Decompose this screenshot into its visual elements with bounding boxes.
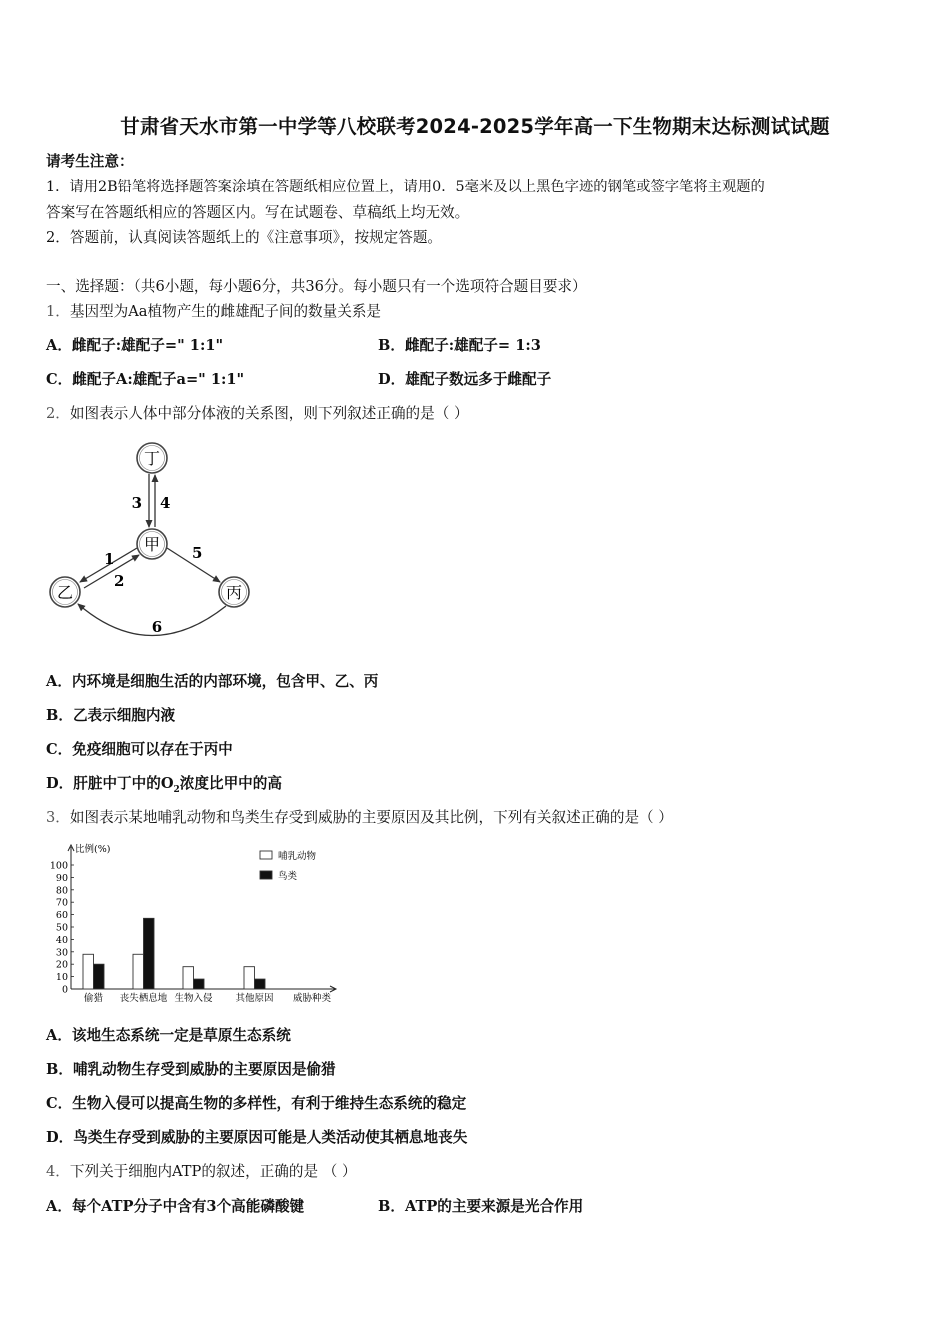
- label-4: 4: [160, 494, 171, 512]
- notice-heading: 请考生注意：: [46, 153, 134, 170]
- section-heading: 一、选择题：（共6小题，每小题6分，共36分。每小题只有一个选项符合题目要求）: [46, 278, 587, 295]
- bar-bird: [94, 964, 105, 989]
- notice-line-2: 2．答题前，认真阅读答题纸上的《注意事项》，按规定答题。: [46, 229, 443, 246]
- q3-option-d: D．鸟类生存受到威胁的主要原因可能是人类活动使其栖息地丧失: [46, 1129, 468, 1146]
- q3-stem: [46, 808, 673, 828]
- y-tick-label: 50: [55, 922, 68, 934]
- q1-option-a: A．雌配子:雄配子=" 1:1": [46, 337, 224, 354]
- bar-bird: [255, 979, 266, 989]
- node-yi: [50, 577, 80, 607]
- q4-number: 4．: [46, 1163, 70, 1180]
- y-tick-label: 70: [55, 897, 68, 909]
- x-tick-label: 生物入侵: [174, 993, 213, 1004]
- q3-stem-text: 如图表示某地哺乳动物和鸟类生存受到威胁的主要原因及其比例，下列有关叙述正确的是（ ）: [69, 809, 673, 826]
- q2-stem-text: 如图表示人体中部分体液的关系图，则下列叙述正确的是（ ）: [69, 405, 469, 422]
- notice-line-1a: 1．请用2B铅笔将选择题答案涂填在答题纸相应位置上，请用0．5毫米及以上黑色字迹的钢笔或签字笔将主观题的: [46, 179, 765, 195]
- q3-option-b: B．哺乳动物生存受到威胁的主要原因是偷猎: [46, 1061, 336, 1078]
- x-axis-label: 威胁种类: [292, 993, 332, 1004]
- threat-bar-chart: [40, 838, 350, 1010]
- y-tick-label: 10: [55, 972, 68, 984]
- q2-option-a: A．内环境是细胞生活的内部环境，包含甲、乙、丙: [46, 673, 379, 690]
- bar-bird: [144, 918, 155, 989]
- q4-option-b: B．ATP的主要来源是光合作用: [378, 1198, 584, 1215]
- y-tick-label: 60: [55, 910, 68, 922]
- label-2: 2: [114, 572, 125, 590]
- y-axis-label: 比例(%): [75, 844, 111, 855]
- node-ding-label: 丁: [143, 449, 161, 468]
- bar-bird: [194, 979, 205, 989]
- node-bing-label: 丙: [225, 583, 243, 602]
- y-tick-label: 80: [55, 885, 68, 897]
- body-fluid-diagram: [40, 438, 270, 643]
- q3-number: 3．: [46, 809, 70, 826]
- q2-option-d: D．肝脏中丁中的$O_2$浓度比甲中的高: [46, 775, 282, 795]
- legend-label: 鸟类: [278, 871, 298, 882]
- bar-mammal: [244, 967, 255, 989]
- q1-number: 1．: [46, 303, 70, 320]
- q2-option-b: B．乙表示细胞内液: [46, 707, 176, 724]
- q3-option-c: C．生物入侵可以提高生物的多样性，有利于维持生态系统的稳定: [46, 1095, 467, 1112]
- y-tick-label: 0: [61, 984, 68, 996]
- legend-swatch: [260, 851, 272, 859]
- q4-stem-text: 下列关于细胞内ATP的叙述，正确的是 （ ）: [69, 1163, 357, 1180]
- page-title: 甘肃省天水市第一中学等八校联考2024-2025学年高一下生物期末达标测试试题: [120, 115, 830, 138]
- y-tick-label: 30: [55, 947, 68, 959]
- q3-option-a: A．该地生态系统一定是草原生态系统: [46, 1027, 291, 1044]
- q2-stem: [46, 404, 469, 424]
- q2-number: 2．: [46, 405, 70, 422]
- y-tick-label: 20: [55, 959, 68, 971]
- bar-mammal: [83, 954, 94, 989]
- q1-stem: [46, 302, 381, 322]
- y-tick-label: 100: [49, 860, 68, 872]
- label-1: 1: [104, 550, 115, 568]
- q1-stem-text: 基因型为Aa植物产生的雌雄配子间的数量关系是: [69, 303, 382, 320]
- q1-option-c: C．雌配子A:雄配子a=" 1:1": [46, 371, 245, 388]
- q1-option-d: D．雄配子数远多于雌配子: [378, 371, 552, 388]
- q4-option-a: A．每个ATP分子中含有3个高能磷酸键: [46, 1198, 305, 1215]
- q4-stem: [46, 1162, 357, 1182]
- bar-mammal: [133, 954, 144, 989]
- notice-line-1b: 答案写在答题纸相应的答题区内。写在试题卷、草稿纸上均无效。: [46, 204, 470, 221]
- node-jia-label: 甲: [143, 535, 161, 554]
- label-6: 6: [151, 618, 163, 636]
- x-tick-label: 偷猎: [83, 993, 104, 1004]
- node-bing: [219, 577, 249, 607]
- y-tick-label: 90: [55, 872, 68, 884]
- legend-label: 哺乳动物: [278, 851, 317, 862]
- y-tick-label: 40: [55, 934, 68, 946]
- label-5: 5: [192, 544, 203, 562]
- q2-option-c: C．免疫细胞可以存在于丙中: [46, 741, 233, 758]
- node-jia: [137, 529, 167, 559]
- bar-mammal: [183, 967, 194, 989]
- x-tick-label: 丧失栖息地: [119, 993, 168, 1004]
- label-3: 3: [131, 494, 142, 512]
- legend-swatch: [260, 871, 272, 879]
- q1-option-b: B．雌配子:雄配子= 1:3: [378, 337, 541, 354]
- x-tick-label: 其他原因: [235, 993, 274, 1004]
- node-yi-label: 乙: [56, 583, 74, 602]
- node-ding: [137, 443, 167, 473]
